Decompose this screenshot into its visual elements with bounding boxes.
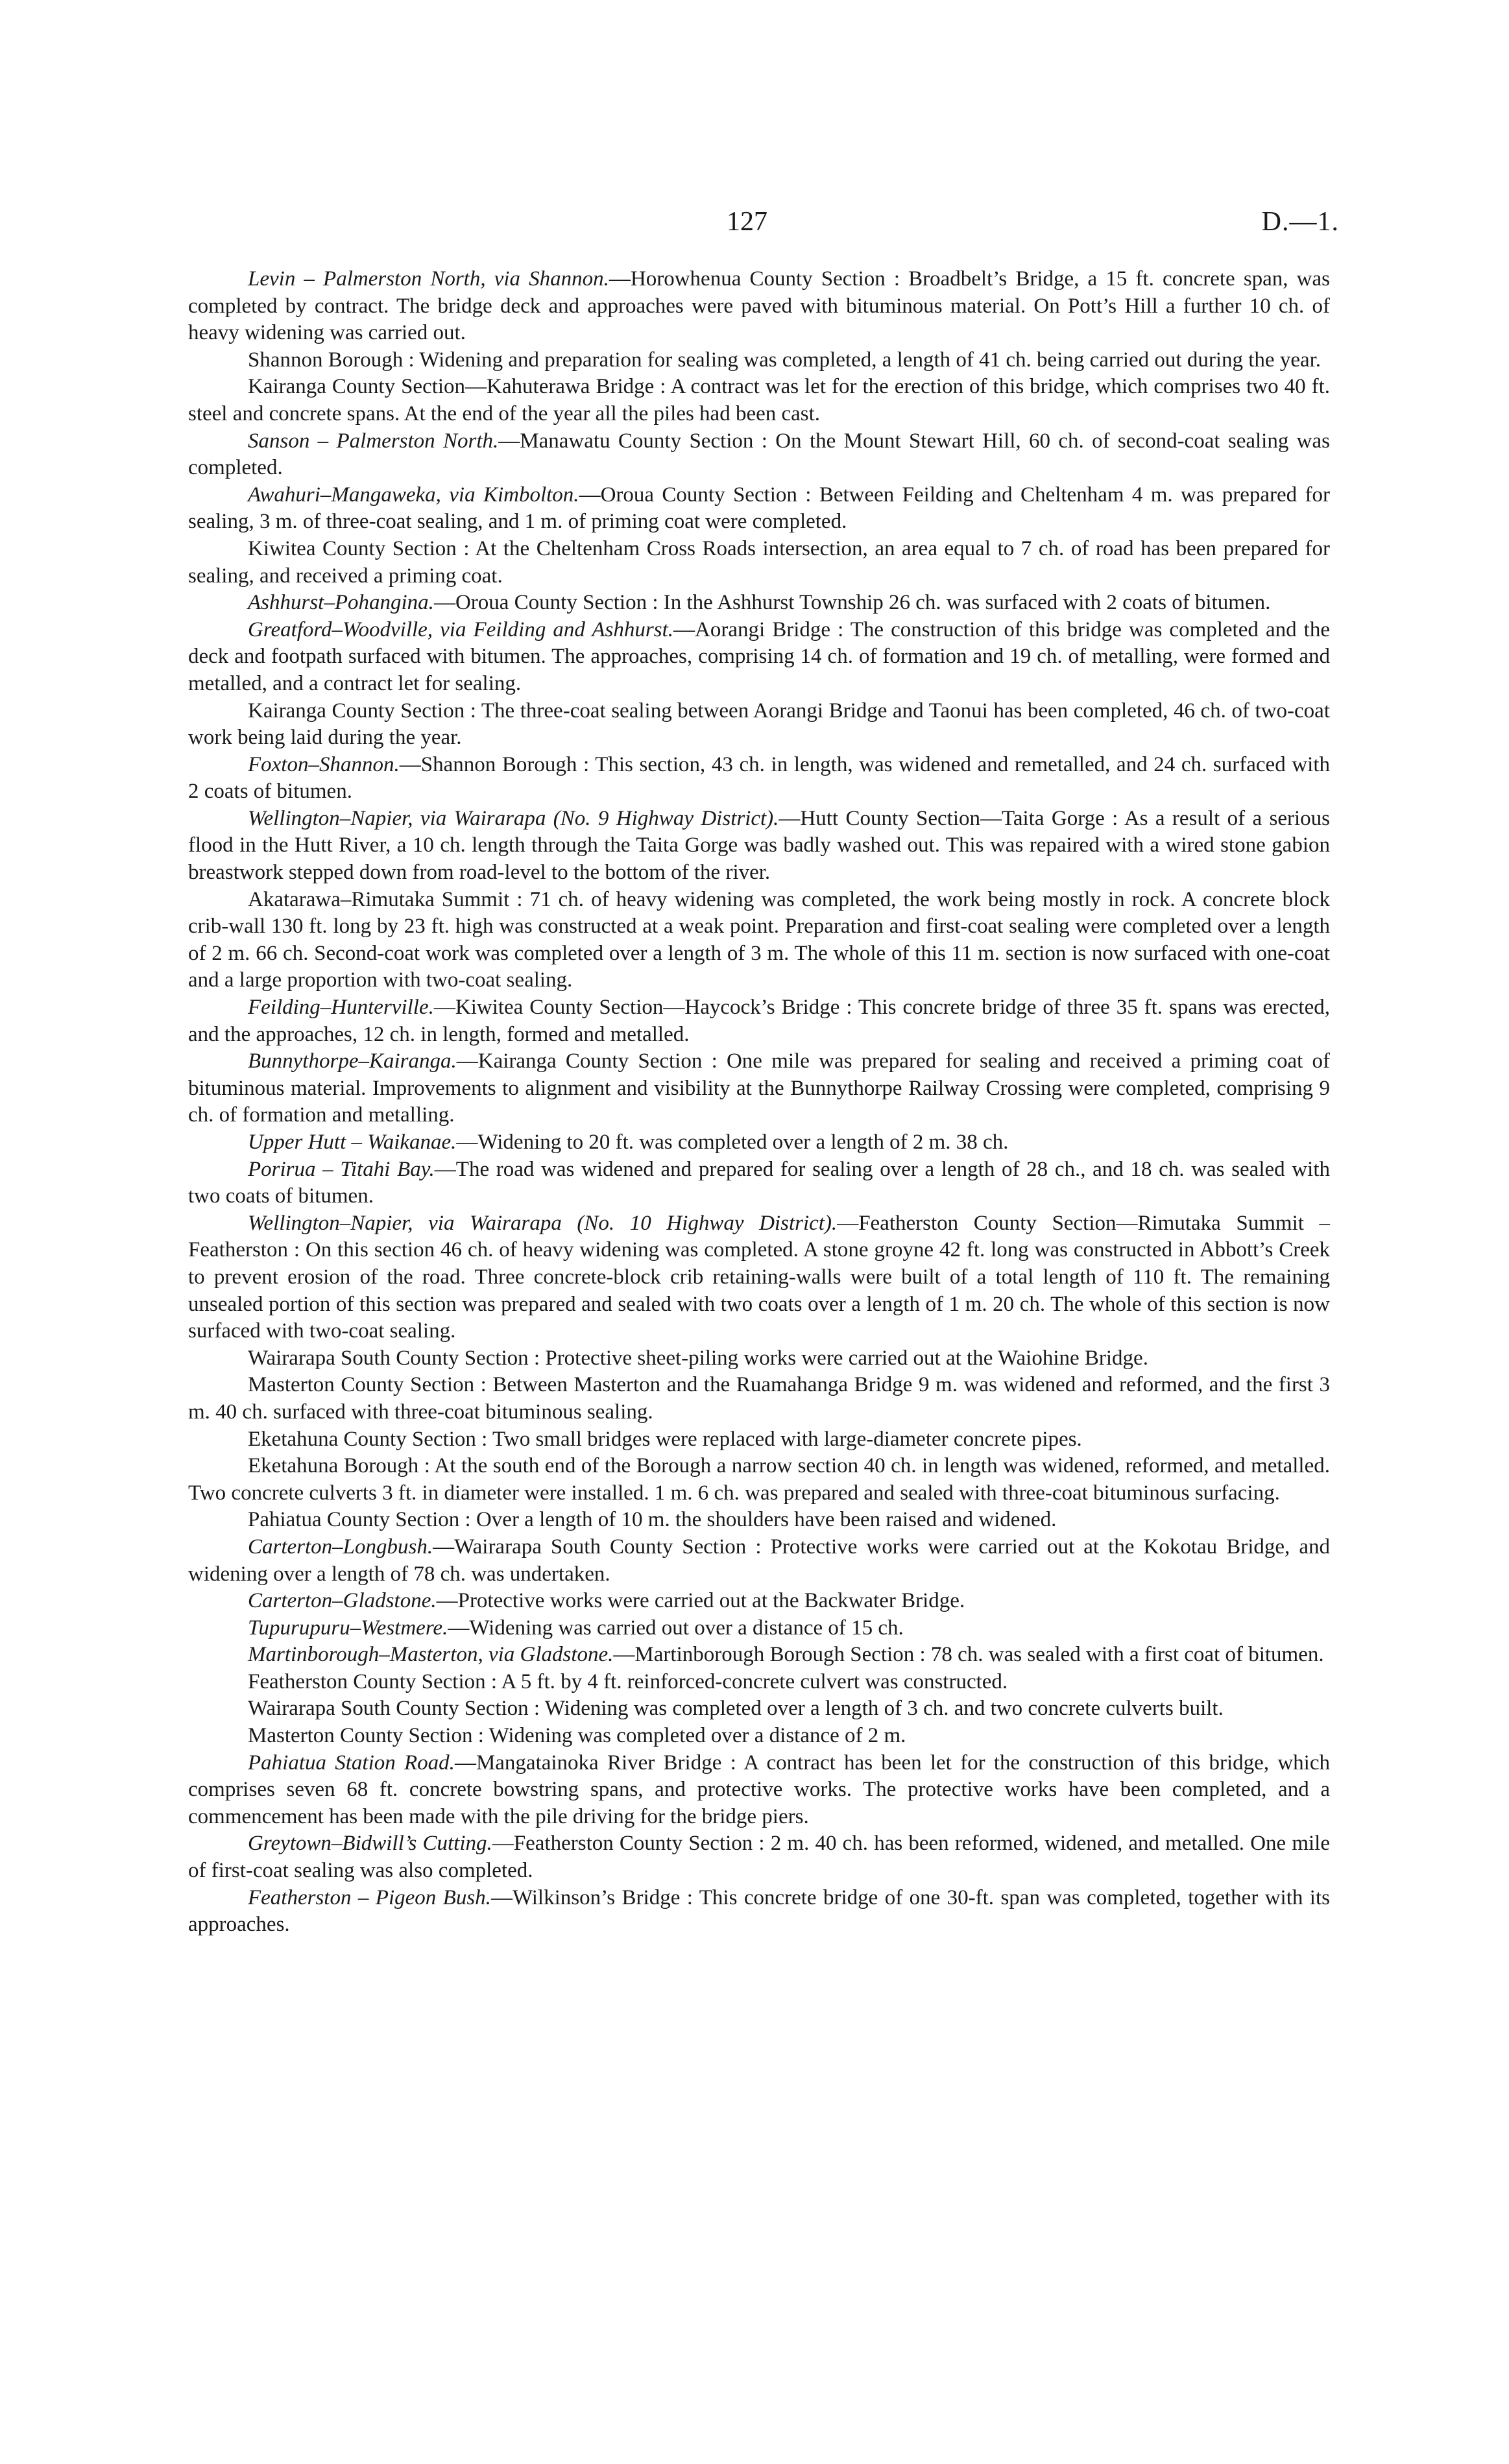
paragraph: [188, 1507, 1330, 1534]
paragraph-heading: Awahuri–Mangaweka, via Kimbolton.: [248, 483, 579, 507]
paragraph-heading: Carterton–Longbush.: [248, 1535, 433, 1559]
paragraph-heading: Wellington–Napier, via Wairarapa (No. 10 Highway District).: [248, 1211, 838, 1235]
paragraph: [188, 590, 1330, 617]
page-number: 127: [727, 207, 767, 237]
page-header: [0, 206, 1509, 245]
body-text: [188, 266, 1330, 1939]
paragraph-text: —Featherston County Section : 2 m. 40 ch. has been reformed, widened, and metalled. One mile of first-coat sealing was also completed.: [188, 1832, 1331, 1883]
paragraph: [188, 1129, 1330, 1156]
paragraph-heading: Sanson – Palmerston North.: [248, 429, 499, 453]
paragraph-heading: Ashhurst–Pohangina.: [248, 591, 434, 615]
paragraph: [188, 1210, 1330, 1345]
paragraph: [188, 1426, 1330, 1453]
paragraph-text: Kairanga County Section : The three-coat sealing between Aorangi Bridge and Taonui has been completed, 46 ch. of two-coat work being laid during the year.: [188, 699, 1330, 750]
paragraph-text: Featherston County Section : A 5 ft. by 4 ft. reinforced-concrete culvert was constructed.: [248, 1669, 1008, 1693]
paragraph: [188, 536, 1330, 590]
paragraph-text: —Oroua County Section : Between Feilding and Cheltenham 4 m. was prepared for sealing, 3 m. of three-coat sealing, and 1 m. of priming coat were completed.: [188, 483, 1330, 534]
paragraph-text: —Widening to 20 ft. was completed over a length of 2 m. 38 ch.: [456, 1130, 1009, 1154]
paragraph: [188, 1588, 1330, 1615]
paragraph-text: —Protective works were carried out at the Backwater Bridge.: [436, 1589, 965, 1613]
paragraph: [188, 1156, 1330, 1210]
paragraph: [188, 428, 1330, 482]
paragraph: [188, 1642, 1330, 1669]
paragraph-text: Masterton County Section : Between Masterton and the Ruamahanga Bridge 9 m. was widened and reformed, and the first 3 m. 40 ch. surfaced with three-coat bituminous sealing.: [188, 1373, 1330, 1424]
paragraph: [188, 1534, 1330, 1588]
paragraph: [188, 994, 1330, 1048]
paragraph-heading: Featherston – Pigeon Bush.: [248, 1885, 491, 1909]
paragraph-text: —Martinborough Borough Section : 78 ch. was sealed with a first coat of bitumen.: [613, 1643, 1324, 1667]
paragraph-heading: Foxton–Shannon.: [248, 752, 400, 776]
paragraph: [188, 617, 1330, 698]
paragraph: [188, 1885, 1330, 1939]
paragraph-text: —Kiwitea County Section—Haycock’s Bridge : This concrete bridge of three 35 ft. spans was erected, and the approaches, 12 ch. in length, formed and metalled.: [188, 996, 1330, 1046]
paragraph-text: —Oroua County Section : In the Ashhurst Township 26 ch. was surfaced with 2 coats of bitumen.: [433, 591, 1271, 615]
paragraph: [188, 1669, 1330, 1696]
paragraph-heading: Porirua – Titahi Bay.: [248, 1157, 435, 1181]
paragraph: [188, 1830, 1330, 1884]
paragraph-text: Eketahuna Borough : At the south end of the Borough a narrow section 40 ch. in length was widened, reformed, and metalled. Two concrete culverts 3 ft. in diameter were installed. 1 m. 6 ch. was prepared and sealed with three-coat bituminous surfacing.: [188, 1454, 1330, 1505]
paragraph: [188, 1372, 1330, 1426]
paragraph: [188, 1723, 1330, 1750]
paragraph-text: —Kairanga County Section : One mile was prepared for sealing and received a priming coat of bituminous material. Improvements to alignment and visibility at the Bunnythorpe Railway Crossing were completed, comprising 9 ch. of formation and metalling.: [188, 1049, 1330, 1127]
paragraph: [188, 887, 1330, 994]
paragraph-text: —Manawatu County Section : On the Mount Stewart Hill, 60 ch. of second-coat sealing was completed.: [188, 429, 1330, 480]
paragraph: [188, 1615, 1330, 1642]
paragraph-heading: Bunnythorpe–Kairanga.: [248, 1049, 457, 1073]
document-reference: D.—1.: [1261, 207, 1339, 237]
paragraph: [188, 806, 1330, 887]
paragraph: [188, 347, 1330, 374]
paragraph-text: —Aorangi Bridge : The construction of this bridge was completed and the deck and footpath surfaced with bitumen. The approaches, comprising 14 ch. of formation and 19 ch. of metalling, were formed and metalled, and a contract let for sealing.: [188, 617, 1330, 695]
paragraph: [188, 1695, 1330, 1723]
paragraph: [188, 374, 1330, 427]
paragraph-text: Pahiatua County Section : Over a length of 10 m. the shoulders have been raised and widened.: [248, 1508, 1057, 1532]
paragraph-text: —Wairarapa South County Section : Protective works were carried out at the Kokotau Bridge, and widening over a length of 78 ch. was undertaken.: [188, 1535, 1330, 1586]
paragraph-text: —Shannon Borough : This section, 43 ch. in length, was widened and remetalled, and 24 ch. surfaced with 2 coats of bitumen.: [188, 752, 1330, 804]
paragraph: [188, 482, 1330, 536]
paragraph: [188, 752, 1330, 806]
paragraph: [188, 1048, 1330, 1129]
paragraph-heading: Martinborough–Masterton, via Gladstone.: [248, 1643, 614, 1667]
paragraph-text: Masterton County Section : Widening was completed over a distance of 2 m.: [248, 1724, 906, 1748]
paragraph-heading: Upper Hutt – Waikanae.: [248, 1130, 457, 1154]
paragraph-heading: Pahiatua Station Road.: [248, 1751, 455, 1775]
paragraph-heading: Greatford–Woodville, via Feilding and Ashhurst.: [248, 617, 673, 641]
paragraph-heading: Feilding–Hunterville.: [248, 996, 434, 1020]
paragraph-text: Shannon Borough : Widening and preparation for sealing was completed, a length of 41 ch. being carried out during the year.: [248, 348, 1322, 372]
paragraph-text: Kiwitea County Section : At the Cheltenham Cross Roads intersection, an area equal to 7 ch. of road has been prepared for sealing, and received a priming coat.: [188, 536, 1330, 588]
paragraph: [188, 698, 1330, 752]
paragraph-text: —Widening was carried out over a distance of 15 ch.: [448, 1616, 904, 1640]
paragraph-text: Wairarapa South County Section : Protective sheet-piling works were carried out at the Waiohine Bridge.: [248, 1346, 1148, 1370]
paragraph: [188, 266, 1330, 347]
paragraph-heading: Tupurupuru–Westmere.: [248, 1616, 448, 1640]
paragraph-heading: Carterton–Gladstone.: [248, 1589, 437, 1613]
paragraph-heading: Greytown–Bidwill’s Cutting.: [248, 1832, 492, 1856]
paragraph: [188, 1453, 1330, 1507]
paragraph-text: —Featherston County Section—Rimutaka Summit – Featherston : On this section 46 ch. of heavy widening was completed. A stone groyne 42 ft. long was constructed in Abbott’s Creek to prevent erosion of the road. Three concrete-block crib retaining-walls were built of a total length of 110 ft. The remaining unsealed portion of this section was prepared and sealed with two coats over a length of 1 m. 20 ch. The whole of this section is now surfaced with two-coat sealing.: [188, 1211, 1330, 1343]
paragraph-text: Wairarapa South County Section : Widening was completed over a length of 3 ch. and two concrete culverts built.: [248, 1697, 1224, 1721]
paragraph: [188, 1345, 1330, 1372]
paragraph-text: —Horowhenua County Section : Broadbelt’s Bridge, a 15 ft. concrete span, was completed by contract. The bridge deck and approaches were paved with bituminous material. On Pott’s Hill a further 10 ch. of heavy widening was carried out.: [188, 267, 1330, 345]
paragraph-heading: Wellington–Napier, via Wairarapa (No. 9 Highway District).: [248, 806, 779, 830]
paragraph-text: —Wilkinson’s Bridge : This concrete bridge of one 30-ft. span was completed, together with its approaches.: [188, 1885, 1330, 1937]
paragraph: [188, 1750, 1330, 1831]
paragraph-heading: Levin – Palmerston North, via Shannon.: [248, 267, 609, 291]
paragraph-text: —The road was widened and prepared for sealing over a length of 28 ch., and 18 ch. was sealed with two coats of bitumen.: [188, 1157, 1330, 1208]
paragraph-text: Akatarawa–Rimutaka Summit : 71 ch. of heavy widening was completed, the work being mostly in rock. A concrete block crib-wall 130 ft. long by 23 ft. high was constructed at a weak point. Preparation and first-coat sealing were completed over a length of 2 m. 66 ch. Second-coat work was completed over a length of 3 m. The whole of this 11 m. section is now surfaced with one-coat and a large proportion with two-coat sealing.: [188, 887, 1330, 992]
paragraph-text: Kairanga County Section—Kahuterawa Bridge : A contract was let for the erection of this bridge, which comprises two 40 ft. steel and concrete spans. At the end of the year all the piles had been cast.: [188, 375, 1330, 425]
paragraph-text: —Mangatainoka River Bridge : A contract has been let for the construction of this bridge, which comprises seven 68 ft. concrete bowstring spans, and protective works. The protective works have been completed, and a commencement has been made with the pile driving for the bridge piers.: [188, 1751, 1330, 1828]
paragraph-text: —Hutt County Section—Taita Gorge : As a result of a serious flood in the Hutt River, a 10 ch. length through the Taita Gorge was badly washed out. This was repaired with a wired stone gabion breastwork stepped down from road-level to the bottom of the river.: [188, 806, 1330, 885]
paragraph-text: Eketahuna County Section : Two small bridges were replaced with large-diameter concrete pipes.: [248, 1427, 1082, 1451]
